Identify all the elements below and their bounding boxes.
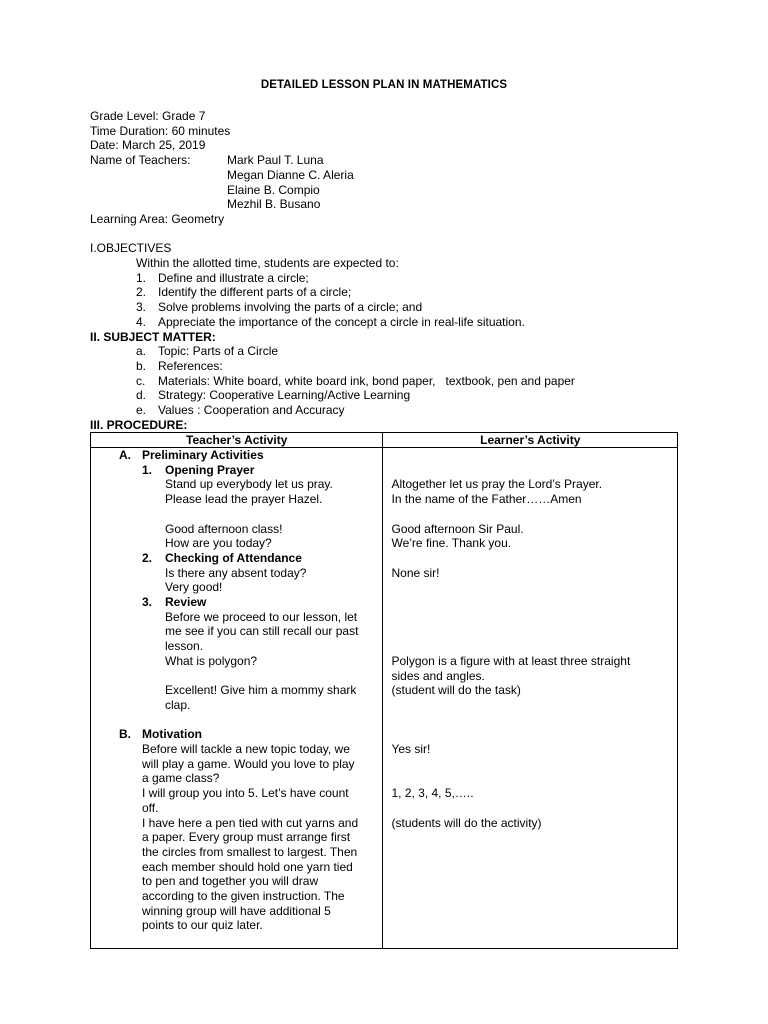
teacher-line: Before we proceed to our lesson, let (165, 609, 358, 624)
subject-item: Values : Cooperation and Accuracy (158, 403, 345, 417)
teacher-line: How are you today? (165, 536, 272, 551)
teacher-line: I will group you into 5. Let’s have count (142, 786, 349, 801)
teacher-line: Excellent! Give him a mommy shark (165, 683, 357, 698)
learner-line: 1, 2, 3, 4, 5,….. (391, 786, 474, 801)
teacher-line: off. (142, 800, 159, 815)
learner-line: None sir! (391, 565, 440, 580)
teacher-name: Megan Dianne C. Aleria (227, 167, 354, 182)
teacher-line: Good afternoon class! (165, 521, 283, 536)
teacher-line: winning group will have additional 5 (142, 903, 331, 918)
subject-item-letter: e. (136, 403, 147, 417)
objective-item: Solve problems involving the parts of a circle; and (158, 300, 423, 315)
teacher-line: a paper. Every group must arrange first (142, 830, 351, 845)
lesson-date: Date: March 25, 2019 (90, 138, 206, 153)
procedure-table (90, 432, 678, 949)
subject-item: Topic: Parts of a Circle (158, 344, 279, 359)
learner-line: In the name of the Father……Amen (391, 492, 582, 507)
subject-item-letter: c. (136, 373, 146, 388)
step-number: 3. (142, 595, 153, 609)
learner-line: Altogether let us pray the Lord’s Prayer. (391, 477, 603, 492)
objective-item: Define and illustrate a circle; (158, 270, 309, 285)
teacher-line: What is polygon? (165, 653, 258, 668)
teacher-line: Is there any absent today? (165, 565, 307, 580)
document-title: DETAILED LESSON PLAN IN MATHEMATICS (260, 79, 508, 91)
table-header-row (91, 433, 678, 448)
teacher-line: a game class? (142, 771, 220, 786)
teacher-name: Mark Paul T. Luna (227, 153, 324, 168)
time-duration: Time Duration: 60 minutes (90, 123, 231, 138)
learner-activity-cell (383, 448, 678, 949)
section-letter: B. (119, 727, 131, 742)
procedure-heading: III. PROCEDURE: (90, 417, 188, 432)
teacher-line: each member should hold one yarn tied (142, 859, 353, 874)
step-number: 2. (142, 550, 153, 565)
subject-item-letter: d. (136, 388, 147, 403)
teacher-line: Stand up everybody let us pray. (165, 477, 333, 492)
teacher-line: lesson. (165, 639, 204, 654)
subject-item: References: (158, 358, 223, 373)
teacher-line: to pen and together you will draw (142, 874, 319, 889)
objective-number: 3. (136, 300, 147, 315)
learner-line: (student will do the task) (391, 683, 521, 698)
step-title: Review (165, 595, 207, 609)
section-title: Preliminary Activities (142, 448, 264, 462)
objectives-heading: I.OBJECTIVES (90, 241, 172, 256)
teacher-line: Please lead the prayer Hazel. (165, 492, 323, 507)
objective-item: Appreciate the importance of the concept a circle in real-life situation. (158, 314, 525, 329)
learner-line: We’re fine. Thank you. (391, 536, 512, 551)
table-row (91, 448, 678, 949)
teacher-name: Elaine B. Compio (227, 182, 320, 197)
objectives-intro: Within the allotted time, students are expected to: (136, 256, 399, 270)
teacher-line: the circles from smallest to largest. Then (142, 844, 358, 859)
learning-area: Learning Area: Geometry (90, 211, 225, 226)
section-title: Motivation (142, 727, 202, 742)
teachers-label: Name of Teachers: (90, 153, 191, 168)
teacher-activity-header: Teacher’s Activity (91, 433, 383, 448)
teacher-line: I have here a pen tied with cut yarns and (142, 815, 359, 830)
step-number: 1. (142, 462, 153, 477)
teacher-name: Mezhil B. Busano (227, 197, 321, 212)
grade-level: Grade Level: Grade 7 (90, 109, 206, 123)
section-letter: A. (119, 448, 131, 462)
learner-line: (students will do the activity) (391, 815, 542, 830)
subject-matter-heading: II. SUBJECT MATTER: (90, 329, 216, 344)
teacher-line: Very good! (165, 580, 223, 595)
teacher-line: clap. (165, 697, 191, 712)
objective-number: 2. (136, 285, 147, 300)
teacher-line: Before will tackle a new topic today, we (142, 742, 350, 756)
learner-line: sides and angles. (391, 668, 485, 683)
teacher-line: according to the given instruction. The (142, 889, 345, 903)
step-title: Opening Prayer (165, 462, 255, 477)
teacher-activity-cell (91, 448, 383, 949)
objective-item: Identify the different parts of a circle; (158, 285, 352, 300)
subject-item-letter: b. (136, 358, 147, 373)
subject-item: Materials: White board, white board ink, bond paper, textbook, pen and paper (158, 373, 575, 388)
teacher-line: me see if you can still recall our past (165, 624, 359, 639)
step-title: Checking of Attendance (165, 550, 302, 565)
objective-number: 1. (136, 270, 147, 285)
learner-line: Good afternoon Sir Paul. (391, 521, 524, 536)
learner-activity-header: Learner’s Activity (383, 433, 678, 448)
teacher-line: will play a game. Would you love to play (142, 756, 355, 771)
subject-item-letter: a. (136, 344, 147, 359)
learner-line: Polygon is a figure with at least three straight (391, 653, 631, 668)
learner-line: Yes sir! (391, 742, 431, 756)
objective-number: 4. (136, 314, 147, 329)
subject-item: Strategy: Cooperative Learning/Active Learning (158, 388, 411, 403)
teacher-line: points to our quiz later. (142, 918, 263, 933)
